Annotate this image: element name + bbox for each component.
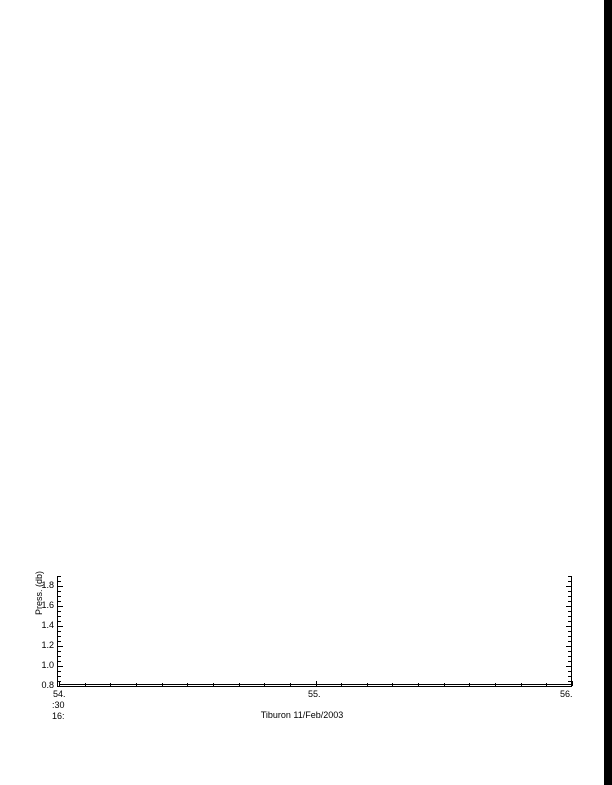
y-tick-mark [58, 666, 63, 667]
y-tick-mark-right [566, 666, 571, 667]
y-minor-tick-mark-right [568, 671, 571, 672]
y-minor-tick-mark-right [568, 681, 571, 682]
y-minor-tick-mark [58, 671, 61, 672]
y-minor-tick-mark [58, 581, 61, 582]
y-tick-mark-right [566, 646, 571, 647]
x-tick-label: 56. [560, 689, 573, 699]
y-minor-tick-mark [58, 631, 61, 632]
x-minor-tick-mark [162, 683, 163, 686]
y-minor-tick-mark-right [568, 621, 571, 622]
y-minor-tick-mark-right [568, 676, 571, 677]
x-minor-tick-mark [392, 683, 393, 686]
y-minor-tick-mark-right [568, 631, 571, 632]
right-edge-bar [604, 0, 612, 785]
y-minor-tick-mark [58, 576, 61, 577]
y-minor-tick-mark-right [568, 616, 571, 617]
y-minor-tick-mark-right [568, 636, 571, 637]
y-minor-tick-mark-right [568, 591, 571, 592]
y-minor-tick-mark [58, 616, 61, 617]
y-minor-tick-mark-right [568, 596, 571, 597]
x-minor-tick-mark [546, 683, 547, 686]
x-tick-mark [59, 681, 60, 686]
x-tick-label: 54. [53, 689, 66, 699]
y-minor-tick-mark [58, 591, 61, 592]
x-minor-tick-mark [521, 683, 522, 686]
y-tick-mark-right [566, 606, 571, 607]
y-minor-tick-mark [58, 596, 61, 597]
y-minor-tick-mark [58, 661, 61, 662]
x-minor-tick-mark [264, 683, 265, 686]
y-minor-tick-mark [58, 621, 61, 622]
y-tick-mark-right [566, 686, 571, 687]
y-minor-tick-mark-right [568, 656, 571, 657]
y-minor-tick-mark [58, 651, 61, 652]
chart-caption: Tiburon 11/Feb/2003 [260, 710, 344, 720]
plot-area [57, 576, 572, 687]
time-minutes-label: :30 [52, 700, 65, 710]
y-axis-label: Press. (db) [34, 571, 44, 616]
y-tick-label: 1.2 [41, 640, 54, 650]
y-tick-mark-right [566, 586, 571, 587]
x-minor-tick-mark [469, 683, 470, 686]
x-minor-tick-mark [367, 683, 368, 686]
x-minor-tick-mark [418, 683, 419, 686]
x-minor-tick-mark [495, 683, 496, 686]
x-minor-tick-mark [341, 683, 342, 686]
x-tick-label: 55. [308, 689, 321, 699]
y-tick-label: 1.0 [41, 660, 54, 670]
y-tick-label: 1.8 [41, 580, 54, 590]
x-minor-tick-mark [444, 683, 445, 686]
y-tick-label: 1.6 [41, 600, 54, 610]
y-tick-label: 0.8 [41, 680, 54, 690]
y-tick-label: 1.4 [41, 620, 54, 630]
y-tick-mark [58, 646, 63, 647]
y-minor-tick-mark-right [568, 611, 571, 612]
y-tick-mark [58, 626, 63, 627]
time-hours-label: 16: [52, 711, 65, 721]
y-minor-tick-mark [58, 611, 61, 612]
x-minor-tick-mark [239, 683, 240, 686]
y-minor-tick-mark [58, 636, 61, 637]
y-minor-tick-mark-right [568, 581, 571, 582]
x-tick-mark [572, 681, 573, 686]
y-minor-tick-mark-right [568, 651, 571, 652]
x-axis-tick-labels [0, 689, 604, 701]
y-minor-tick-mark-right [568, 641, 571, 642]
y-tick-mark [58, 586, 63, 587]
x-minor-tick-mark [85, 683, 86, 686]
x-minor-tick-mark [290, 683, 291, 686]
y-axis-tick-labels [30, 576, 54, 690]
y-minor-tick-mark-right [568, 601, 571, 602]
y-minor-tick-mark-right [568, 576, 571, 577]
y-minor-tick-mark-right [568, 661, 571, 662]
x-tick-mark [316, 681, 317, 686]
x-minor-tick-mark [187, 683, 188, 686]
y-tick-mark [58, 606, 63, 607]
y-minor-tick-mark [58, 601, 61, 602]
y-minor-tick-mark [58, 676, 61, 677]
x-minor-tick-mark [136, 683, 137, 686]
x-minor-tick-mark [110, 683, 111, 686]
y-minor-tick-mark [58, 656, 61, 657]
y-tick-mark-right [566, 626, 571, 627]
x-minor-tick-mark [213, 683, 214, 686]
y-minor-tick-mark [58, 641, 61, 642]
y-tick-mark [58, 686, 63, 687]
